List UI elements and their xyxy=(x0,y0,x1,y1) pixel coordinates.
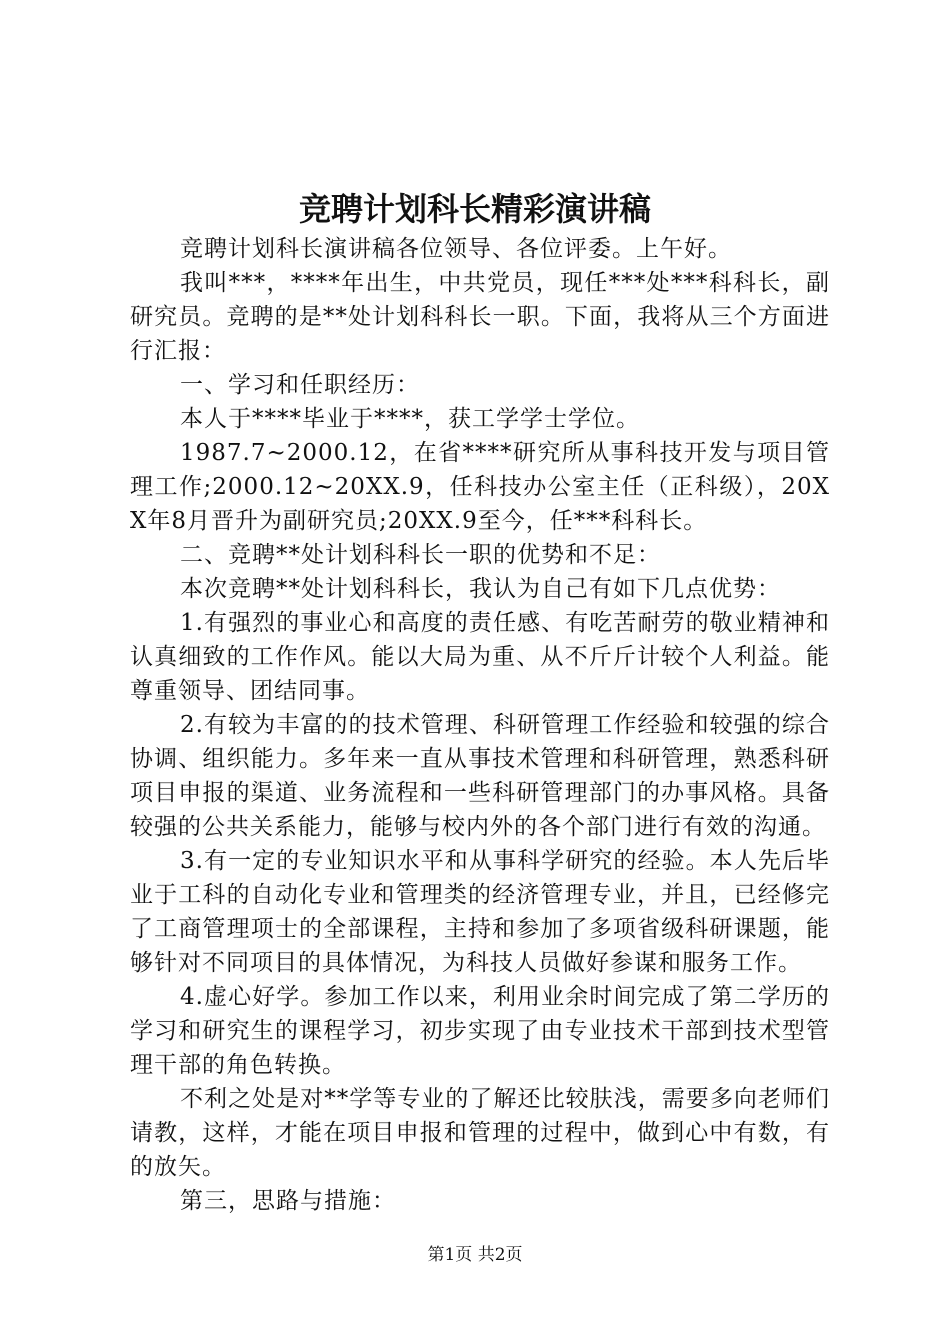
paragraph: 不利之处是对**学等专业的了解还比较肤浅，需要多向老师们请教，这样，才能在项目申报和管理的过程中，做到心中有数，有的放矢。 xyxy=(130,1086,830,1180)
paragraph: 2.有较为丰富的的技术管理、科研管理工作经验和较强的综合协调、组织能力。多年来一直从事技术管理和科研管理，熟悉科研项目申报的渠道、业务流程和一些科研管理部门的办事风格。具备较强的公共关系能力，能够与校内外的各个部门进行有效的沟通。 xyxy=(130,712,830,840)
paragraph: 竞聘计划科长演讲稿各位领导、各位评委。上午好。 xyxy=(180,236,732,262)
document-body xyxy=(130,232,830,1218)
paragraph: 一、学习和任职经历： xyxy=(180,372,420,398)
paragraph: 1987.7~2000.12，在省****研究所从事科技开发与项目管理工作;2000.12~20XX.9，任科技办公室主任（正科级），20XX年8月晋升为副研究员;20XX.9至今，任***科科长。 xyxy=(130,440,830,534)
paragraph: 4.虚心好学。参加工作以来，利用业余时间完成了第二学历的学习和研究生的课程学习，初步实现了由专业技术干部到技术型管理干部的角色转换。 xyxy=(130,984,830,1078)
paragraph: 本人于****毕业于****，获工学学士学位。 xyxy=(180,406,640,432)
paragraph: 3.有一定的专业知识水平和从事科学研究的经验。本人先后毕业于工科的自动化专业和管理类的经济管理专业，并且，已经修完了工商管理项士的全部课程，主持和参加了多项省级科研课题，能够针对不同项目的具体情况，为科技人员做好参谋和服务工作。 xyxy=(130,848,830,976)
paragraph: 二、竞聘**处计划科科长一职的优势和不足： xyxy=(180,542,661,568)
paragraph: 本次竞聘**处计划科科长，我认为自己有如下几点优势： xyxy=(180,576,781,602)
document-title: 竞聘计划科长精彩演讲稿 xyxy=(298,190,651,228)
paragraph: 我叫***，****年出生，中共党员，现任***处***科科长，副研究员。竞聘的是**处计划科科长一职。下面，我将从三个方面进行汇报： xyxy=(130,270,830,364)
paragraph: 第三，思路与措施： xyxy=(180,1188,396,1214)
paragraph: 1.有强烈的事业心和高度的责任感、有吃苦耐劳的敬业精神和认真细致的工作作风。能以大局为重、从不斤斤计较个人利益。能尊重领导、团结同事。 xyxy=(130,610,830,704)
page-footer: 第1页 共2页 xyxy=(427,1245,523,1265)
